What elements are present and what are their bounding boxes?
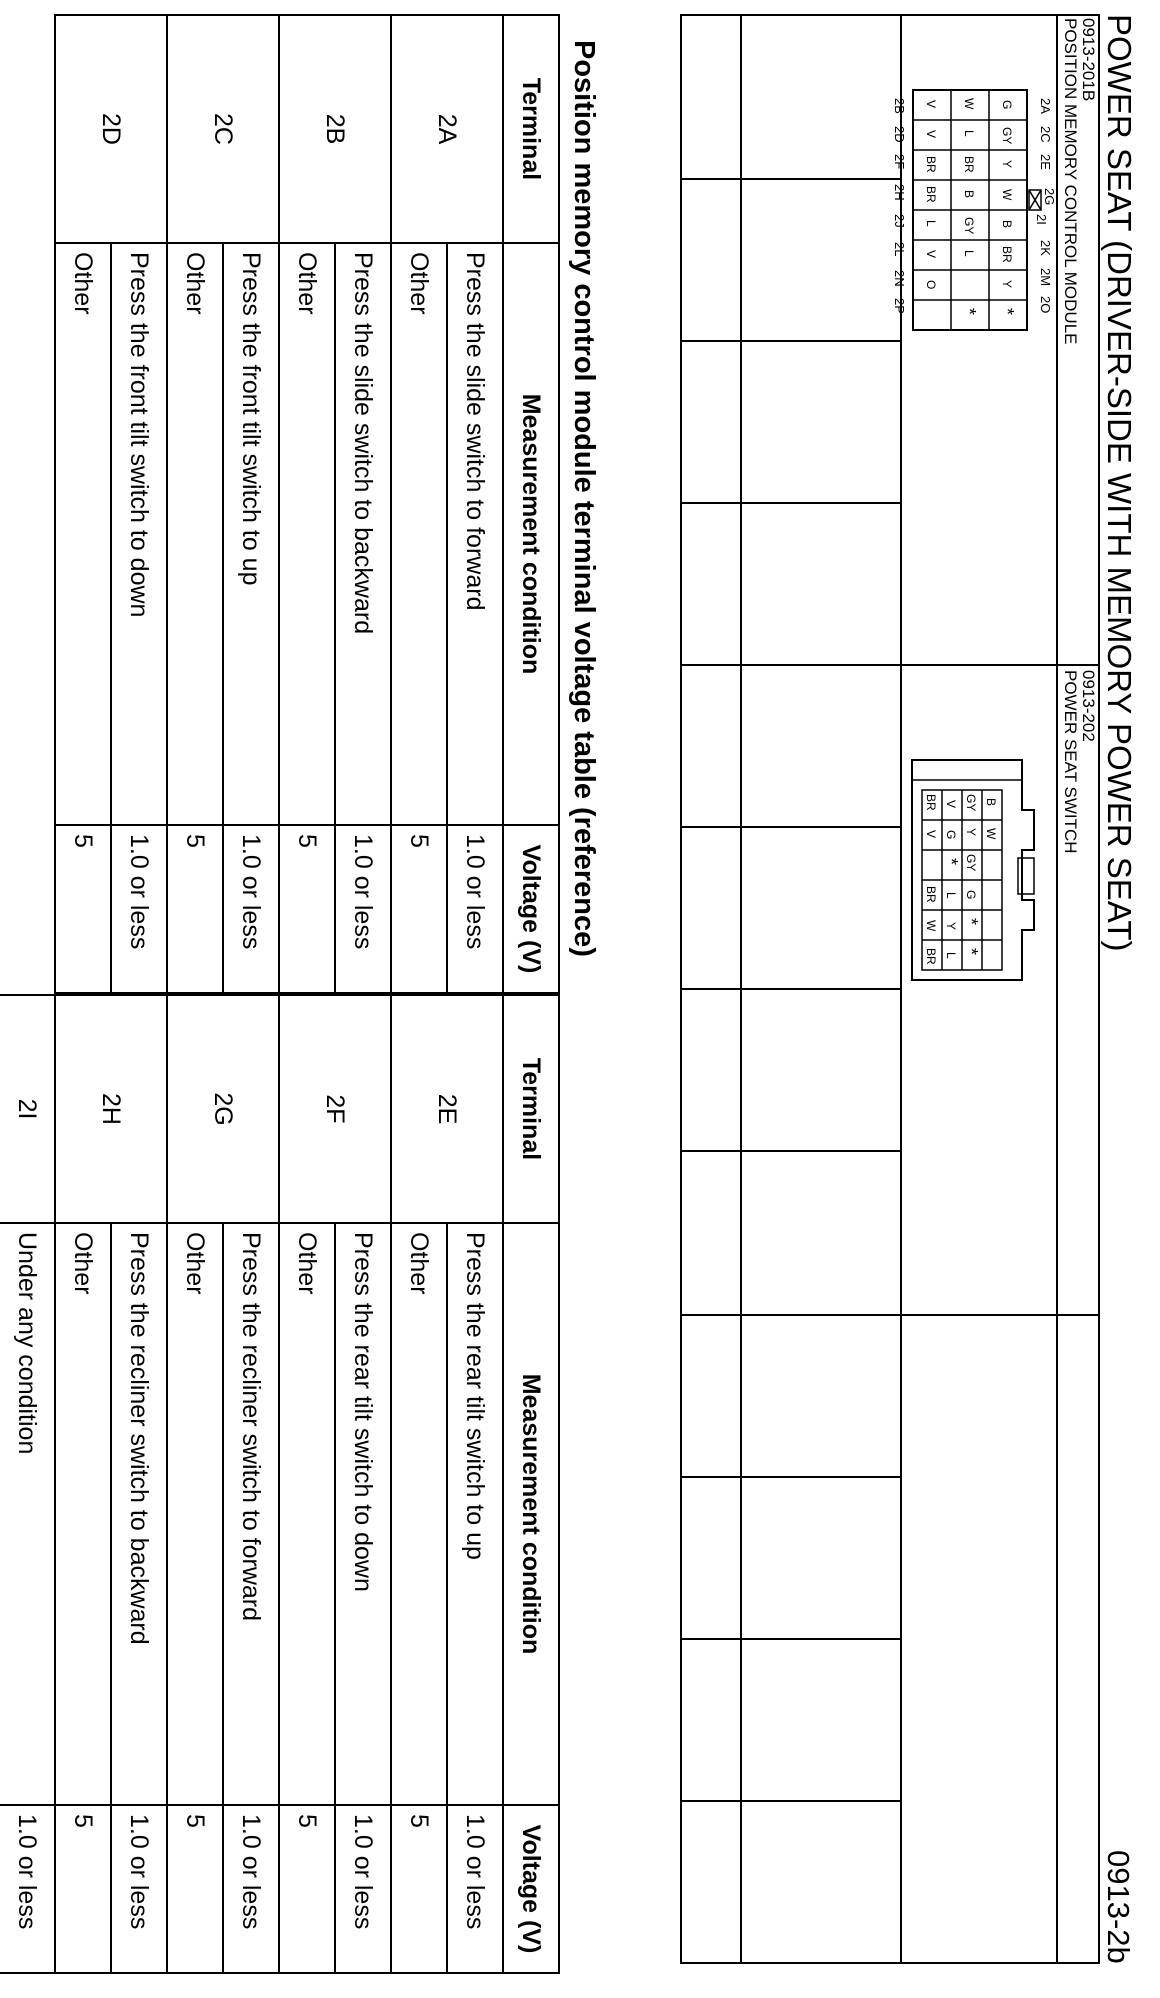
pin-label: 2J xyxy=(892,214,907,228)
wire-color: GY xyxy=(1000,127,1014,145)
wire-color: O xyxy=(924,280,938,290)
wire-color: GY xyxy=(962,217,976,235)
wire-color: W xyxy=(924,920,938,932)
condition-cell: Press the recliner switch to backward xyxy=(111,1223,167,1805)
connector-1-mid-row xyxy=(959,98,979,315)
table-header-row xyxy=(503,995,559,1973)
voltage-cell: 5 xyxy=(55,825,111,993)
header-condition: Measurement condition xyxy=(503,1223,559,1805)
condition-cell: Other xyxy=(55,1223,111,1805)
wire-color: V xyxy=(924,250,938,259)
pin-label: 2G xyxy=(1042,188,1057,206)
header-condition: Measurement condition xyxy=(503,243,559,825)
condition-cell: Press the rear tilt switch to up xyxy=(447,1223,503,1805)
pin-label: 2C xyxy=(1038,126,1053,143)
wire-color: BR xyxy=(924,794,938,811)
frame-vline-e xyxy=(682,988,902,990)
wire-color: V xyxy=(924,830,938,839)
frame-vline-d xyxy=(682,826,902,828)
connector-1-lock-mark xyxy=(1029,190,1041,210)
table-row xyxy=(335,995,391,1973)
connector-1-code: 0913-201B xyxy=(1079,18,1098,102)
voltage-cell: 5 xyxy=(167,1805,223,1973)
wire-color: * xyxy=(961,918,981,926)
connector-1-top-row xyxy=(997,100,1017,315)
wire-color: * xyxy=(961,948,981,956)
connector-2-code: 0913-202 xyxy=(1079,670,1098,742)
terminal-cell: 2C xyxy=(167,15,279,243)
voltage-cell: 5 xyxy=(391,825,447,993)
frame-vline-a xyxy=(682,178,902,180)
frame-hline-1 xyxy=(1056,16,1058,1962)
table-header-row xyxy=(503,15,559,993)
wire-color: * xyxy=(959,308,979,316)
wire-color: L xyxy=(944,892,958,899)
frame-vline-2 xyxy=(682,1314,1098,1316)
wire-color: BR xyxy=(924,156,938,173)
wire-color: G xyxy=(964,890,978,900)
pin-label: 2N xyxy=(892,270,907,287)
table-row xyxy=(223,995,279,1973)
wire-color: G xyxy=(1000,100,1014,110)
terminal-cell: 2G xyxy=(167,995,279,1223)
voltage-table-left xyxy=(54,14,560,994)
wire-color: GY xyxy=(964,854,978,872)
wire-color: G xyxy=(944,830,958,840)
pin-label: 2F xyxy=(892,154,907,170)
connector-1-diagram xyxy=(885,90,1055,390)
voltage-cell: 5 xyxy=(391,1805,447,1973)
voltage-cell: 1.0 or less xyxy=(335,1805,391,1973)
frame-vline-h xyxy=(682,1638,902,1640)
pin-label: 2M xyxy=(1038,268,1053,287)
wire-color: V xyxy=(924,100,938,109)
voltage-cell: 5 xyxy=(279,1805,335,1973)
header-terminal: Terminal xyxy=(503,995,559,1223)
voltage-cell: 5 xyxy=(55,1805,111,1973)
table-row xyxy=(335,15,391,993)
frame-vline-g xyxy=(682,1476,902,1478)
voltage-cell: 1.0 or less xyxy=(223,1805,279,1973)
frame-vline-1 xyxy=(682,664,1098,666)
frame-vline-b xyxy=(682,340,902,342)
terminal-cell: 2H xyxy=(55,995,167,1223)
terminal-cell: 2F xyxy=(279,995,391,1223)
condition-cell: Other xyxy=(167,243,223,825)
voltage-cell: 5 xyxy=(279,825,335,993)
wire-color: BR xyxy=(1000,246,1014,263)
condition-cell: Press the front tilt switch to down xyxy=(111,243,167,825)
terminal-cell: 2I xyxy=(0,995,55,1223)
frame-vline-f xyxy=(682,1150,902,1152)
condition-cell: Press the rear tilt switch to down xyxy=(335,1223,391,1805)
header-terminal: Terminal xyxy=(503,15,559,243)
connector-1-bottom-row xyxy=(924,100,938,289)
condition-cell: Under any condition xyxy=(0,1223,55,1805)
wire-color: BR xyxy=(924,886,938,903)
table-row xyxy=(447,15,503,993)
table-row xyxy=(0,995,55,1973)
wire-color: * xyxy=(997,308,1017,316)
condition-cell: Other xyxy=(279,1223,335,1805)
terminal-cell: 2B xyxy=(279,15,391,243)
frame-vline-c xyxy=(682,502,902,504)
wire-color: BR xyxy=(924,948,938,965)
voltage-cell: 5 xyxy=(167,825,223,993)
condition-cell: Other xyxy=(391,243,447,825)
wire-color: L xyxy=(924,220,938,227)
wire-color: V xyxy=(924,130,938,139)
pin-label: 2E xyxy=(1038,154,1053,170)
connector-1-bottom-pins xyxy=(892,98,907,314)
page-title: POWER SEAT (DRIVER-SIDE WITH MEMORY POWER SEAT) xyxy=(1101,14,1138,952)
voltage-cell: 1.0 or less xyxy=(223,825,279,993)
condition-cell: Other xyxy=(391,1223,447,1805)
frame-vline-i xyxy=(682,1800,902,1802)
connector-2-diagram xyxy=(892,750,1042,1010)
connector-2-row1 xyxy=(984,798,998,840)
voltage-cell: 1.0 or less xyxy=(335,825,391,993)
pin-label: 2D xyxy=(892,126,907,143)
voltage-table-right xyxy=(0,994,560,1974)
condition-cell: Press the front tilt switch to up xyxy=(223,243,279,825)
wire-color: W xyxy=(1000,189,1014,201)
voltage-cell: 1.0 or less xyxy=(111,825,167,993)
condition-cell: Press the recliner switch to forward xyxy=(223,1223,279,1805)
condition-cell: Press the slide switch to backward xyxy=(335,243,391,825)
terminal-cell: 2E xyxy=(391,995,503,1223)
wire-color: V xyxy=(944,800,958,809)
terminal-cell: 2D xyxy=(55,15,167,243)
wire-color: BR xyxy=(962,156,976,173)
wire-color: * xyxy=(941,858,961,866)
wire-color: BR xyxy=(924,186,938,203)
wire-color: GY xyxy=(964,794,978,812)
wire-color: Y xyxy=(964,828,978,837)
connector-1-name: POSITION MEMORY CONTROL MODULE xyxy=(1061,18,1080,345)
voltage-table-title: Position memory control module terminal voltage table (reference) xyxy=(568,40,600,957)
connector-2-name: POWER SEAT SWITCH xyxy=(1061,670,1080,854)
table-row xyxy=(111,995,167,1973)
connector-2-row2 xyxy=(961,794,981,955)
table-row xyxy=(111,15,167,993)
pin-label: 2L xyxy=(892,242,907,257)
condition-cell: Other xyxy=(55,243,111,825)
page-code: 0913-2b xyxy=(1101,1850,1136,1964)
terminal-cell: 2A xyxy=(391,15,503,243)
pin-label: 2O xyxy=(1038,296,1053,314)
voltage-cell: 1.0 or less xyxy=(0,1805,55,1973)
condition-cell: Other xyxy=(279,243,335,825)
voltage-cell: 1.0 or less xyxy=(447,1805,503,1973)
voltage-cell: 1.0 or less xyxy=(111,1805,167,1973)
wire-color: Y xyxy=(1000,280,1014,289)
wire-color: W xyxy=(984,828,998,840)
connector-1-top-pins xyxy=(1034,98,1057,313)
wire-color: B xyxy=(984,798,998,807)
table-row xyxy=(223,15,279,993)
pin-label: 2A xyxy=(1038,98,1053,114)
wire-color: W xyxy=(962,98,976,110)
header-voltage: Voltage (V) xyxy=(503,1805,559,1973)
wire-color: L xyxy=(962,130,976,137)
pin-label: 2K xyxy=(1038,240,1053,256)
condition-cell: Press the slide switch to forward xyxy=(447,243,503,825)
pin-label: 2P xyxy=(892,298,907,314)
pin-label: 2I xyxy=(1034,214,1049,225)
pin-label: 2H xyxy=(892,184,907,201)
table-row xyxy=(447,995,503,1973)
pin-label: 2B xyxy=(892,98,907,114)
wire-color: L xyxy=(944,952,958,959)
wire-color: L xyxy=(962,250,976,257)
header-voltage: Voltage (V) xyxy=(503,825,559,993)
wire-color: Y xyxy=(1000,160,1014,169)
condition-cell: Other xyxy=(167,1223,223,1805)
connector-2-latch xyxy=(1018,858,1034,894)
wire-color: B xyxy=(1000,220,1014,229)
voltage-cell: 1.0 or less xyxy=(447,825,503,993)
wire-color: B xyxy=(962,190,976,199)
wire-color: Y xyxy=(944,922,958,931)
